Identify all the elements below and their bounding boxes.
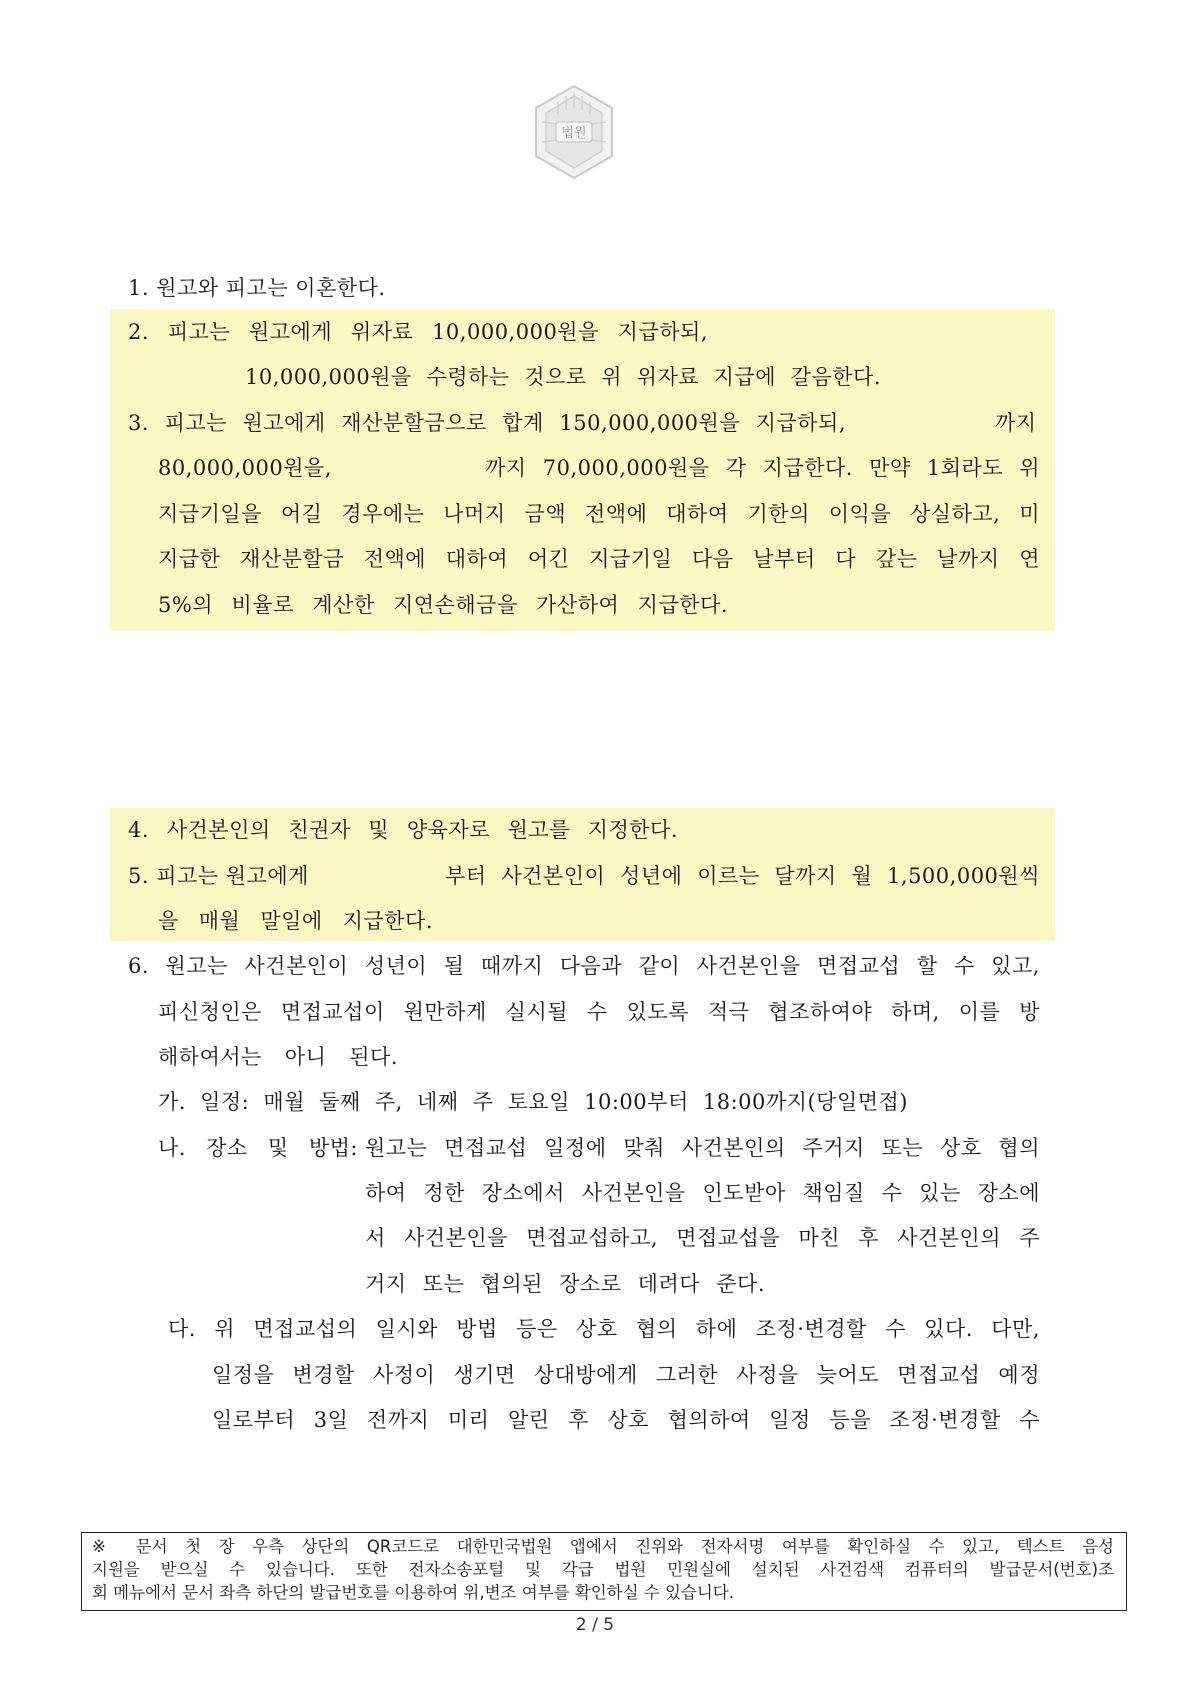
subitem-na-label: 나. 장소 및 방법:: [158, 1136, 358, 1160]
court-seal-emblem: [528, 82, 620, 182]
page-number: 2 / 5: [575, 1615, 615, 1635]
seal-text: 법원: [561, 126, 587, 141]
item-4: 4. 사건본인의 친권자 및 양육자로 원고를 지정한다.: [128, 818, 678, 842]
subitem-na-line-4: 거지 또는 협의된 장소로 데려다 준다.: [365, 1272, 765, 1296]
verification-notice-box: [81, 1532, 1127, 1611]
notice-line-3: 회 메뉴에서 문서 좌측 하단의 발급번호를 이용하여 위,변조 여부를 확인하실 수 있습니다.: [92, 1583, 734, 1602]
subitem-na-line-1: 원고는 면접교섭 일정에 맞춰 사건본인의 주거지 또는 상호 협의: [365, 1136, 1040, 1160]
subitem-na-line-2: 하여 정한 장소에서 사건본인을 인도받아 책임질 수 있는 장소에: [365, 1181, 1040, 1205]
item-3-line-3: 지급기일을 어길 경우에는 나머지 금액 전액에 대하여 기한의 이익을 상실하고, 미: [158, 502, 1040, 526]
item-2-line-1: 2. 피고는 원고에게 위자료 10,000,000원을 지급하되,: [128, 320, 708, 344]
item-3-line-1-right: 까지: [995, 411, 1037, 435]
item-5-line-1-right: 부터 사건본인이 성년에 이르는 달까지 월 1,500,000원씩: [445, 864, 1040, 888]
item-6-line-1: 6. 원고는 사건본인이 성년이 될 때까지 다음과 같이 사건본인을 면접교섭 할 수 있고,: [128, 954, 1040, 978]
item-3-line-4: 지급한 재산분할금 전액에 대하여 어긴 지급기일 다음 날부터 다 갚는 날까지 연: [158, 547, 1040, 571]
item-3-line-2-right: 까지 70,000,000원을 각 지급한다. 만약 1회라도 위: [485, 456, 1040, 480]
item-2-line-2: 10,000,000원을 수령하는 것으로 위 위자료 지급에 갈음한다.: [245, 365, 881, 389]
subitem-na-line-3: 서 사건본인을 면접교섭하고, 면접교섭을 마친 후 사건본인의 주: [365, 1226, 1040, 1250]
item-3-line-2-left: 80,000,000원을,: [158, 456, 332, 480]
subitem-da-line-3: 일로부터 3일 전까지 미리 알린 후 상호 협의하여 일정 등을 조정·변경할 수: [212, 1408, 1040, 1432]
item-3-line-1: 3. 피고는 원고에게 재산분할금으로 합계 150,000,000원을 지급하되,: [128, 411, 846, 435]
subitem-ga: 가. 일정: 매월 둘째 주, 네째 주 토요일 10:00부터 18:00까지(당일면접): [158, 1090, 908, 1114]
notice-line-2: 지원을 받으실 수 있습니다. 또한 전자소송포털 및 각급 법원 민원실에 설치된 사건검색 컴퓨터의 발급문서(번호)조: [92, 1560, 1114, 1579]
item-6-line-3: 해하여서는 아니 된다.: [158, 1045, 398, 1069]
notice-line-1: ※ 문서 첫 장 우측 상단의 QR코드로 대한민국법원 앱에서 진위와 전자서명 여부를 확인하실 수 있고, 텍스트 음성: [92, 1537, 1114, 1556]
item-5-line-2: 을 매월 말일에 지급한다.: [158, 909, 433, 933]
item-6-line-2: 피신청인은 면접교섭이 원만하게 실시될 수 있도록 적극 협조하여야 하며, 이를 방: [158, 1000, 1040, 1024]
court-seal-icon: [528, 82, 620, 182]
item-3-line-5: 5%의 비율로 계산한 지연손해금을 가산하여 지급한다.: [158, 593, 728, 617]
item-1: 1. 원고와 피고는 이혼한다.: [128, 276, 386, 300]
subitem-da-line-1: 다. 위 면접교섭의 일시와 방법 등은 상호 협의 하에 조정·변경할 수 있다. 다만,: [168, 1317, 1040, 1341]
subitem-da-line-2: 일정을 변경할 사정이 생기면 상대방에게 그러한 사정을 늦어도 면접교섭 예정: [212, 1363, 1040, 1387]
item-5-line-1-left: 5. 피고는 원고에게: [128, 864, 309, 888]
